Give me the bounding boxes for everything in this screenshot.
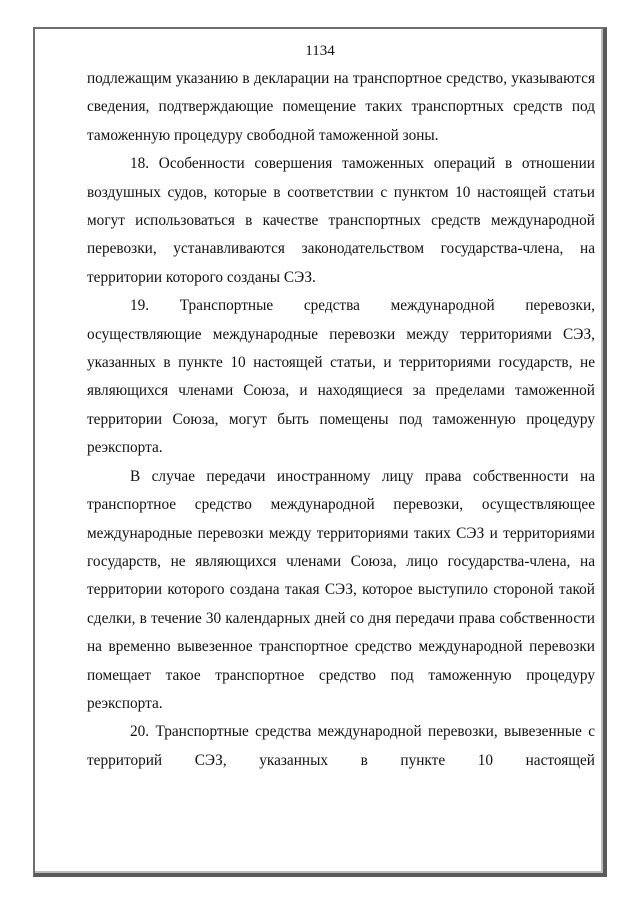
paragraph-item-19: 19. Транспортные средства международной перевозки, осуществляющие международные перевозки между территориями СЭЗ, указанных в пункте 10 настоящей статьи, и территориями государств, не являющихся членами Союза, и находящиеся за пределами таможенной территории Союза, могут быть помещены под таможенную процедуру реэкспорта. [87,297,595,457]
document-body [87,65,595,775]
page-number: 1134 [305,43,335,59]
paragraph-item-20: 20. Транспортные средства международной перевозки, вывезенные с территорий СЭЗ, указанных в пункте 10 настоящей [87,723,595,769]
paragraph-ownership-transfer: В случае передачи иностранному лицу права собственности на транспортное средство международной перевозки, осуществляющее международные перевозки между территориями таких СЭЗ и территориями государств, не являющихся членами Союза, лицо государства-члена, на территории которого создана такая СЭЗ, которое выступило стороной такой сделки, в течение 30 календарных дней со дня передачи права собственности на временно вывезенное транспортное средство международной перевозки помещает такое транспортное средство под таможенную процедуру реэкспорта. [87,467,595,712]
paragraph-item-18: 18. Особенности совершения таможенных операций в отношении воздушных судов, которые в соответствии с пунктом 10 настоящей статьи могут использоваться в качестве транспортных средств международной перевозки, устанавливаются законодательством государства-члена, на территории которого созданы СЭЗ. [87,155,595,286]
paragraph-continuation: подлежащим указанию в декларации на транспортное средство, указываются сведения, подтверждающие помещение таких транспортных средств под таможенную процедуру свободной таможенной зоны. [87,70,595,144]
